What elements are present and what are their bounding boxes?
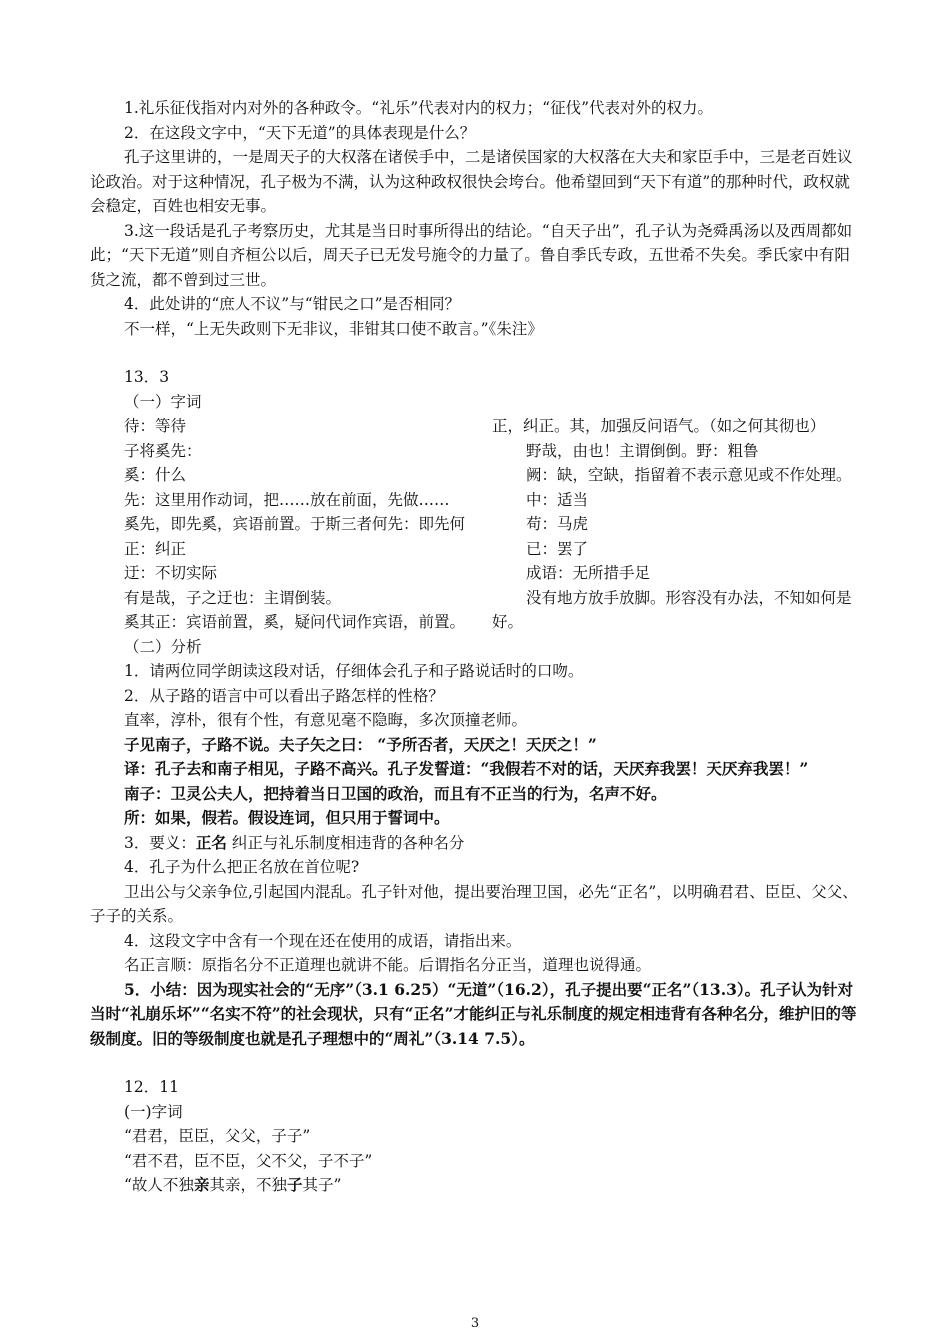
section-heading-13-3: 13．3 <box>124 368 170 386</box>
paragraph: 卫出公与父亲争位,引起国内混乱。孔子针对他，提出要治理卫国，必先“正名”，以明确君君、臣臣、父父、子子的关系。 <box>90 882 858 925</box>
paragraph: 奚其正：宾语前置，奚，疑问代词作宾语，前置。 <box>124 613 466 631</box>
paragraph: “君君，臣臣，父父，子子” <box>124 1127 311 1145</box>
analysis-section <box>90 635 862 831</box>
paragraph: 先：这里用作动词，把……放在前面，先做…… <box>124 490 450 509</box>
paragraph: 南子：卫灵公夫人，把持着当日卫国的政治，而且有不正当的行为，名声不好。 <box>124 783 667 803</box>
page-content <box>90 96 862 1198</box>
spacer <box>90 1051 862 1075</box>
quote-text: 其亲，不独 <box>209 1176 287 1194</box>
paragraph: 4．孔子为什么把正名放在首位呢? <box>124 858 360 876</box>
paragraph: (一)字词 <box>124 1102 183 1121</box>
paragraph: 不一样，“上无失政则下无非议，非钳其口使不敢言。”《朱注》 <box>124 319 543 338</box>
discussion-section <box>90 855 862 1051</box>
paragraph: 2．在这段文字中，“天下无道”的具体表现是什么？ <box>124 123 476 142</box>
paragraph: 已：罢了 <box>526 539 589 558</box>
paragraph: （二）分析 <box>124 637 202 656</box>
paragraph: 迂：不切实际 <box>124 564 218 582</box>
paragraph: 直率，淳朴，很有个性，有意见毫不隐晦，多次顶撞老师。 <box>124 711 528 729</box>
paragraph: 奚先，即先奚，宾语前置。于斯三者何先：即先何 <box>124 515 466 533</box>
paragraph: 名正言顺：原指名分不正道理也就讲不能。后谓指名分正当，道理也说得通。 <box>124 956 652 974</box>
paragraph: 阙：缺，空缺，指留着不表示意见或不作处理。 <box>526 466 852 484</box>
paragraph: 5．小结：因为现实社会的“无序”（3.1 6.25）“无道”（16.2），孔子提出要“正名”（13.3）。孔子认为针对当时“礼崩乐坏”“名实不符”的社会现状，只有“正名”才能纠正与礼乐制度的规定相违背有各种名分，维护旧的等级制度。旧的等级制度也就是孔子理想中的“周礼”（3.14 7.5）。 <box>90 979 857 1048</box>
section-12-11 <box>90 1075 862 1173</box>
paragraph: 中：适当 <box>526 490 589 509</box>
paragraph: 没有地方放手放脚。形容没有办法，不知如何是好。 <box>492 588 852 631</box>
paragraph: 3.这一段话是孔子考察历史，尤其是当日时事所得出的结论。“自天子出”，孔子认为尧舜禹汤以及西周都如此；“天下无道”则自齐桓公以后，周天子已无发号施令的力量了。鲁自季氏专政，五世希不失矣。季氏家中有阳货之流，都不曾到过三世。 <box>90 221 853 289</box>
vocabulary-right-column <box>492 414 862 635</box>
vocabulary-two-column <box>90 414 862 635</box>
subheading-vocabulary: （一）字词 <box>124 392 202 411</box>
page-number: 3 <box>470 1316 480 1331</box>
paragraph: 野哉，由也！主谓倒倒。野：粗鲁 <box>526 441 759 460</box>
quote-text: “故人不独 <box>124 1176 194 1194</box>
quote-text: 其子” <box>302 1176 342 1194</box>
paragraph: 4．这段文字中含有一个现在还在使用的成语，请指出来。 <box>124 931 522 950</box>
quote-bold-char: 亲 <box>193 1175 210 1194</box>
paragraph: 孔子这里讲的，一是周天子的大权落在诸侯手中，二是诸侯国家的大权落在大夫和家臣手中，三是老百姓议论政治。对于这种情况，孔子极为不满，认为这种政权很快会垮台。他希望回到“天下有道”的那种时代，政权就会稳定，百姓也相安无事。 <box>90 148 853 215</box>
paragraph: 子将奚先： <box>124 441 202 460</box>
paragraph: 苟：马虎 <box>526 515 589 533</box>
paragraph: 奚：什么 <box>124 466 187 484</box>
quote-line <box>90 1173 862 1198</box>
paragraph: “君不君，臣不臣，父不父，子不子” <box>124 1151 373 1170</box>
paragraph: 待：等待 <box>124 417 187 435</box>
key-meaning-line <box>90 831 862 856</box>
quote-bold-char: 子 <box>286 1175 303 1194</box>
paragraph: 所：如果，假若。假设连词，但只用于誓词中。 <box>124 808 450 827</box>
paragraph: 正：纠正 <box>124 539 187 558</box>
paragraph: 2．从子路的语言中可以看出子路怎样的性格？ <box>124 686 444 705</box>
paragraph: 成语：无所措手足 <box>526 564 651 582</box>
spacer <box>90 341 862 365</box>
paragraph: 译：孔子去和南子相见，子路不高兴。孔子发誓道：“我假若不对的话，天厌弃我罢！天厌弃我罢！” <box>124 759 809 778</box>
paragraph: 子见南子，子路不说。夫子矢之曰： “予所否者，天厌之！天厌之！” <box>124 734 597 754</box>
paragraph: 1.礼乐征伐指对内对外的各种政令。“礼乐”代表对内的权力；“征伐”代表对外的权力。 <box>124 99 713 117</box>
paragraph: 正，纠正。其，加强反问语气。（如之何其彻也） <box>492 417 826 435</box>
paragraph: 4．此处讲的“庶人不议”与“钳民之口”是否相同？ <box>124 295 461 313</box>
key-meaning-prefix: 3．要义： <box>124 833 196 852</box>
vocabulary-left-column <box>90 414 478 635</box>
paragraph: 1．请两位同学朗读这段对话，仔细体会孔子和子路说话时的口吻。 <box>124 662 584 680</box>
key-meaning-term: 正名 <box>195 832 227 852</box>
key-meaning-definition: 纠正与礼乐制度相违背的各种名分 <box>226 833 465 852</box>
paragraph: 12．11 <box>124 1078 179 1096</box>
paragraph: 有是哉，子之迂也：主谓倒装。 <box>124 588 342 607</box>
top-section <box>90 96 862 341</box>
